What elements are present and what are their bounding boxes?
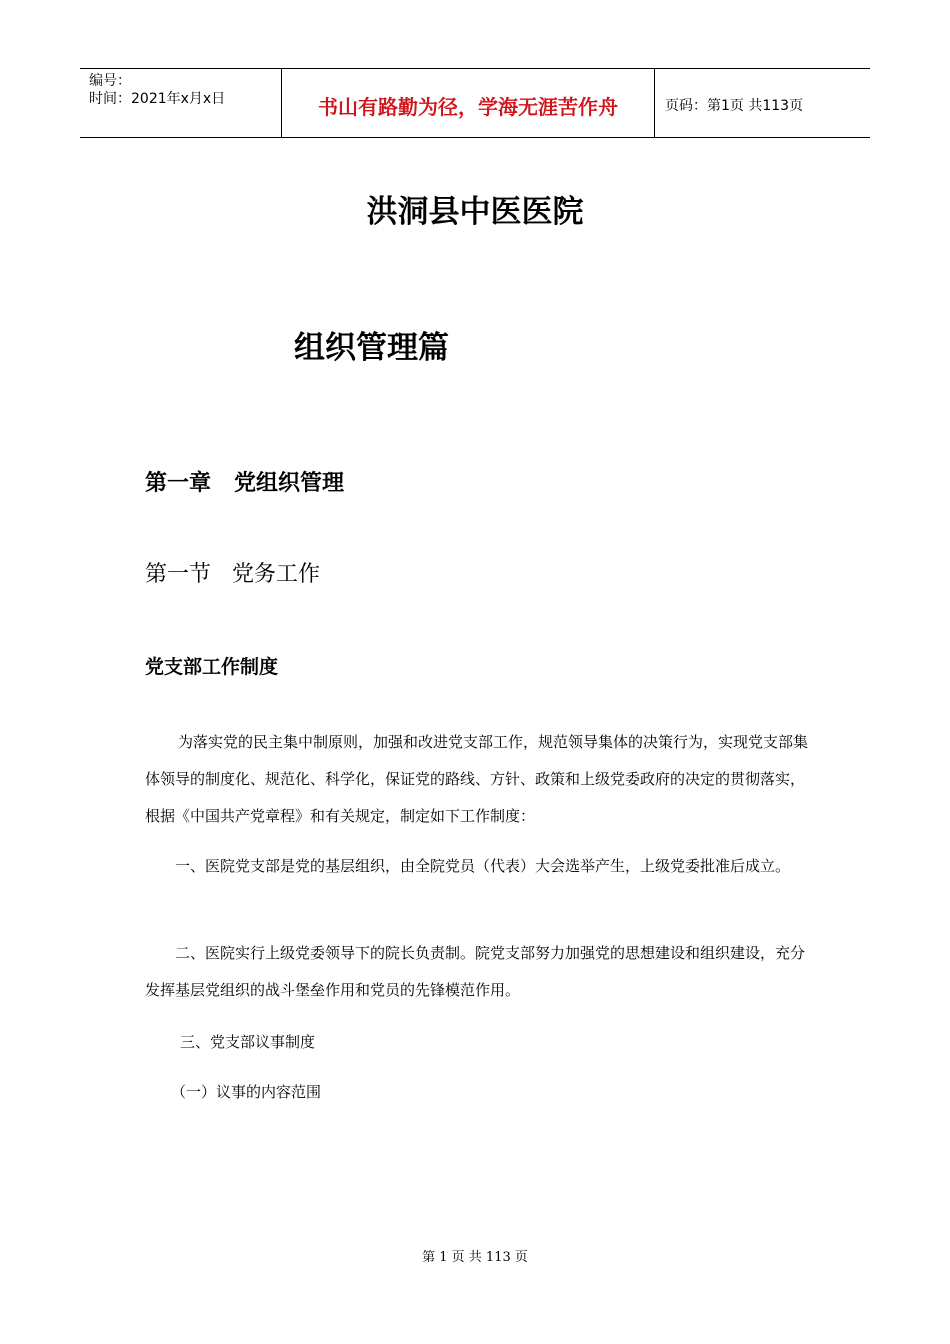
header-page-info: 页码：第1页 共113页 [665,98,804,114]
body-paragraph-item-1: 一、医院党支部是党的基层组织，由全院党员（代表）大会选举产生，上级党委批准后成立。 [175,857,791,875]
header-page-cell [655,69,870,137]
header-motto: 书山有路勤为径，学海无涯苦作舟 [318,94,618,119]
body-paragraph-item-3: 三、党支部议事制度 [180,1033,316,1051]
header-meta-cell [80,69,282,137]
document-header [80,68,870,138]
header-motto-cell [282,69,655,137]
section-heading: 第一节 党务工作 [145,562,320,587]
document-title: 洪洞县中医医院 [366,194,584,230]
article-heading: 党支部工作制度 [145,656,279,678]
body-paragraph-subitem-1: （一）议事的内容范围 [171,1083,322,1101]
body-paragraph-item-2: 二、医院实行上级党委领导下的院长负责制。院党支部努力加强党的思想建设和组织建设，充分发挥基层党组织的战斗堡垒作用和党员的先锋模范作用。 [145,944,806,999]
page-footer: 第 1 页 共 113 页 [422,1250,528,1265]
document-subtitle: 组织管理篇 [294,330,449,366]
chapter-heading: 第一章 党组织管理 [145,471,344,496]
body-paragraph-intro: 为落实党的民主集中制原则，加强和改进党支部工作，规范领导集体的决策行为，实现党支部集体领导的制度化、规范化、科学化，保证党的路线、方针、政策和上级党委政府的决定的贯彻落实，根据《中国共产党章程》和有关规定，制定如下工作制度： [145,733,809,825]
document-number-label: 编号： [89,73,131,89]
document-date-label: 时间：2021年x月x日 [89,91,226,107]
